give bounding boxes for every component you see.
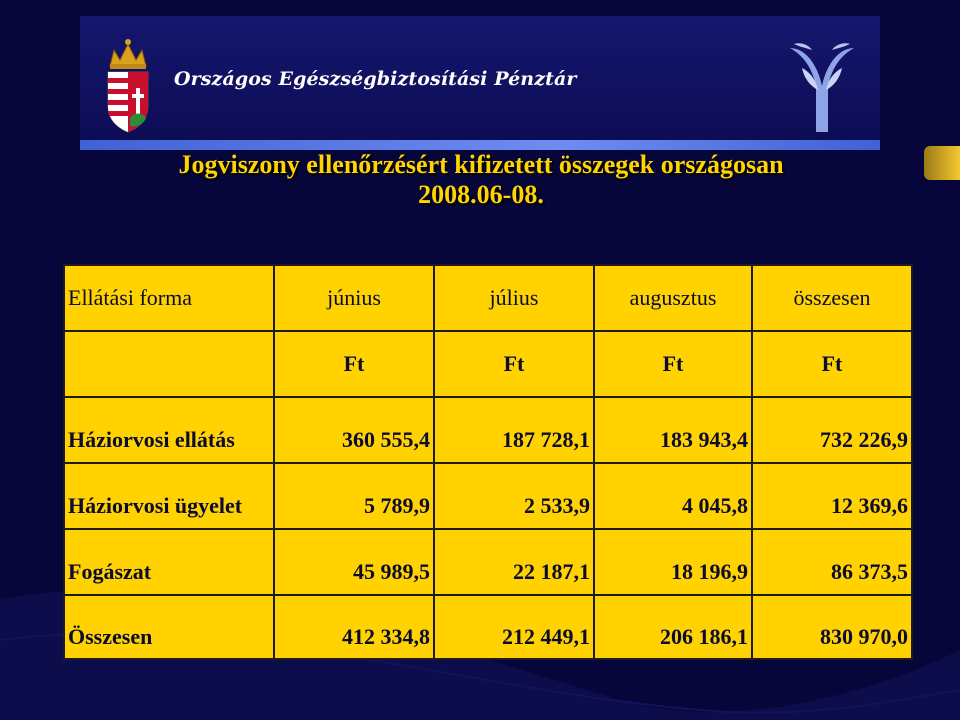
value-cell: 183 943,4 <box>660 427 748 452</box>
column-header: augusztus <box>594 265 752 331</box>
value-cell: 45 989,5 <box>353 559 430 584</box>
value-cell: 212 449,1 <box>502 624 590 649</box>
title-line-1: Jogviszony ellenőrzésért kifizetett összegek országosan <box>178 150 784 179</box>
value-cell: 12 369,6 <box>831 493 908 518</box>
header-banner <box>80 16 880 150</box>
column-header: július <box>434 265 594 331</box>
value-cell: 412 334,8 <box>342 624 430 649</box>
organization-name: Országos Egészségbiztosítási Pénztár <box>174 68 577 90</box>
row-label: Háziorvosi ügyelet <box>68 493 243 518</box>
banner-blue-strip <box>80 140 880 150</box>
table-header-row <box>64 265 912 331</box>
value-cell: 4 045,8 <box>682 493 748 518</box>
payments-table <box>63 264 913 660</box>
column-header: június <box>274 265 434 331</box>
value-cell: 360 555,4 <box>342 427 430 452</box>
table-row <box>64 463 912 529</box>
unit-cell: Ft <box>434 331 594 397</box>
value-cell: 187 728,1 <box>502 427 590 452</box>
table-row <box>64 529 912 595</box>
value-cell: 86 373,5 <box>831 559 908 584</box>
title-line-2: 2008.06-08. <box>418 180 544 209</box>
unit-cell <box>64 331 274 397</box>
table-total-row <box>64 595 912 659</box>
value-cell: 18 196,9 <box>671 559 748 584</box>
value-cell: 206 186,1 <box>660 624 748 649</box>
row-label: Összesen <box>68 624 153 649</box>
row-label: Háziorvosi ellátás <box>68 427 235 452</box>
value-cell: 2 533,9 <box>524 493 590 518</box>
value-cell: 22 187,1 <box>513 559 590 584</box>
unit-cell: Ft <box>274 331 434 397</box>
value-cell: 732 226,9 <box>820 427 908 452</box>
column-header: összesen <box>752 265 912 331</box>
table-unit-row <box>64 331 912 397</box>
row-label: Fogászat <box>68 559 152 584</box>
value-cell: 5 789,9 <box>364 493 430 518</box>
page-title <box>86 150 876 210</box>
unit-cell: Ft <box>594 331 752 397</box>
hungarian-coat-of-arms-icon <box>100 36 156 134</box>
side-accent-tab <box>924 146 960 180</box>
unit-cell: Ft <box>752 331 912 397</box>
column-header: Ellátási forma <box>64 265 274 331</box>
value-cell: 830 970,0 <box>820 624 908 649</box>
table-row <box>64 397 912 463</box>
oep-y-logo-icon <box>780 38 864 142</box>
